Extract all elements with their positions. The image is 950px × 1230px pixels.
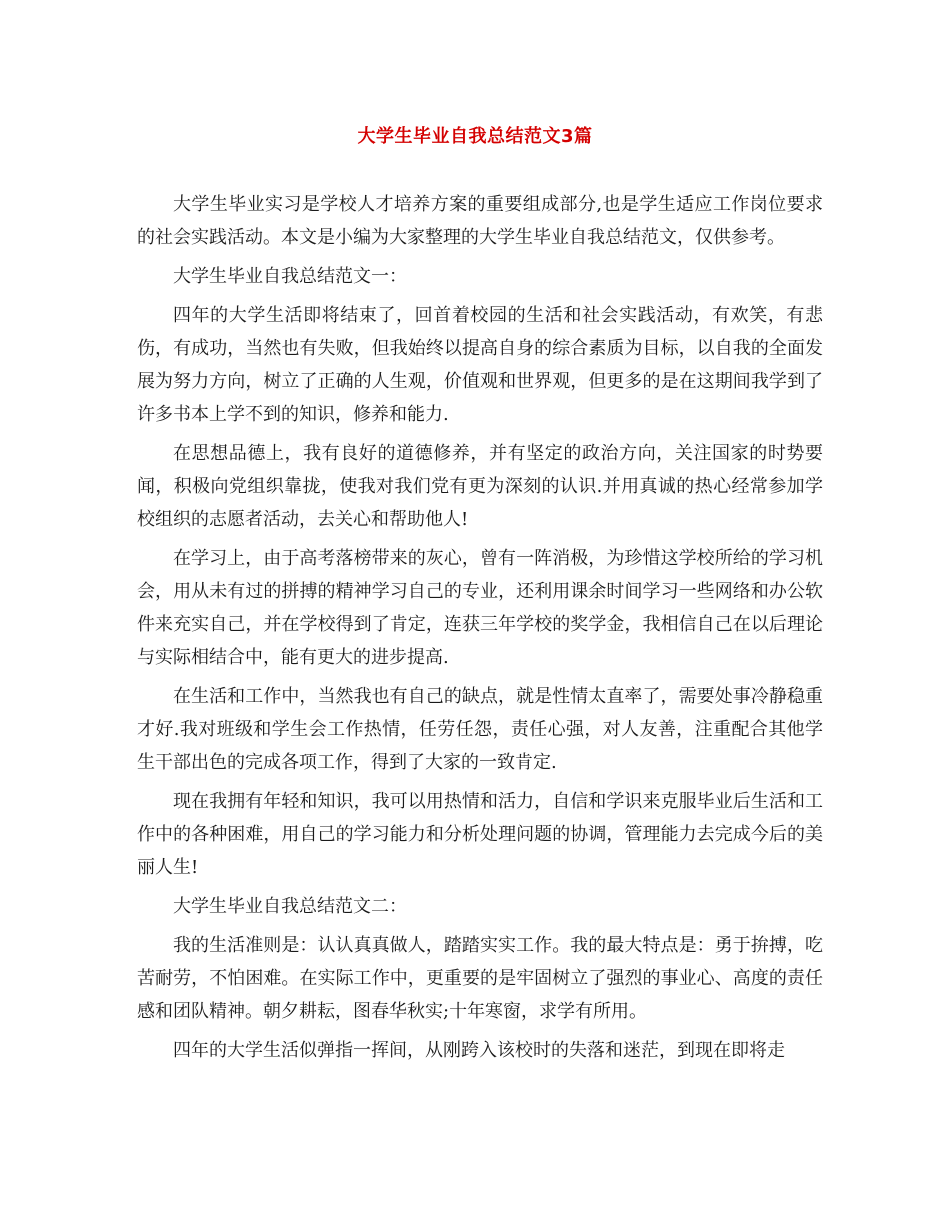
document-body [137, 188, 823, 1073]
paragraph: 在学习上，由于高考落榜带来的灰心，曾有一阵消极，为珍惜这学校所给的学习机会，用从未有过的拼搏的精神学习自己的专业，还利用课余时间学习一些网络和办公软件来充实自己，并在学校得到了肯定，连获三年学校的奖学金，我相信自己在以后理论与实际相结合中，能有更大的进步提高. [137, 548, 823, 668]
paragraph-intro: 大学生毕业实习是学校人才培养方案的重要组成部分,也是学生适应工作岗位要求的社会实践活动。本文是小编为大家整理的大学生毕业自我总结范文，仅供参考。 [137, 194, 823, 248]
paragraph: 现在我拥有年轻和知识，我可以用热情和活力，自信和学识来克服毕业后生活和工作中的各种困难，用自己的学习能力和分析处理问题的协调，管理能力去完成今后的美丽人生! [137, 791, 823, 878]
paragraph: 我的生活准则是：认认真真做人，踏踏实实工作。我的最大特点是：勇于拚搏，吃苦耐劳，不怕困难。在实际工作中，更重要的是牢固树立了强烈的事业心、高度的责任感和团队精神。朝夕耕耘，图春华秋实;十年寒窗，求学有所用。 [137, 935, 823, 1022]
paragraph: 四年的大学生活即将结束了，回首着校园的生活和社会实践活动，有欢笑，有悲伤，有成功，当然也有失败，但我始终以提高自身的综合素质为目标，以自我的全面发展为努力方向，树立了正确的人生观，价值观和世界观，但更多的是在这期间我学到了许多书本上学不到的知识，修养和能力. [137, 305, 823, 425]
paragraph: 四年的大学生活似弹指一挥间，从刚跨入该校时的失落和迷茫，到现在即将走 [173, 1040, 785, 1061]
paragraph: 在生活和工作中，当然我也有自己的缺点，就是性情太直率了，需要处事冷静稳重才好.我对班级和学生会工作热情，任劳任怨，责任心强，对人友善，注重配合其他学生干部出色的完成各项工作，得到了大家的一致肯定. [137, 686, 823, 773]
section-heading-one: 大学生毕业自我总结范文一： [173, 266, 407, 287]
document-title: 大学生毕业自我总结范文3篇 [357, 126, 593, 147]
section-heading-two: 大学生毕业自我总结范文二： [173, 896, 407, 917]
paragraph: 在思想品德上，我有良好的道德修养，并有坚定的政治方向，关注国家的时势要闻，积极向党组织靠拢，使我对我们党有更为深刻的认识.并用真诚的热心经常参加学校组织的志愿者活动，去关心和帮助他人! [137, 443, 823, 530]
